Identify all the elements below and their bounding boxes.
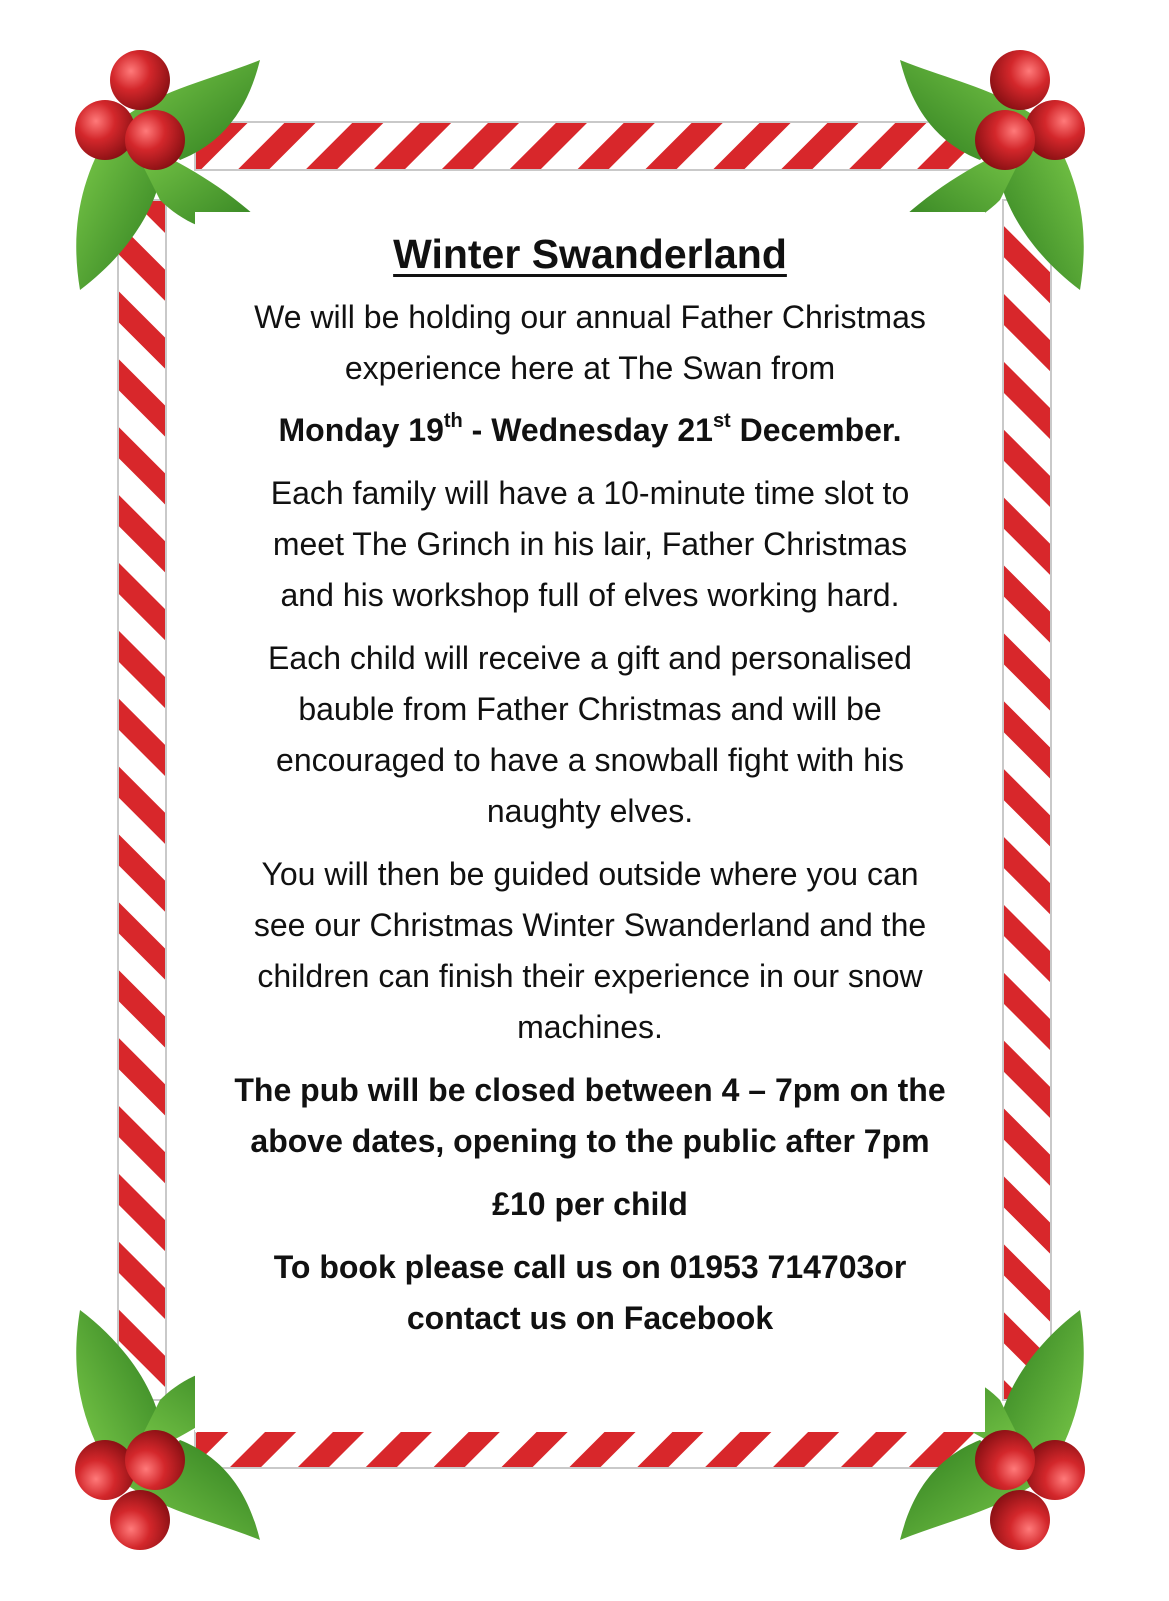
child-line: naughty elves. <box>486 793 694 829</box>
intro-paragraph <box>225 292 955 394</box>
family-paragraph <box>225 468 955 621</box>
end-day: - Wednesday 21 <box>462 412 713 448</box>
poster-title: Winter Swanderland <box>393 231 787 277</box>
closure-line: above dates, opening to the public after 7pm <box>250 1123 930 1159</box>
cane-left <box>118 200 166 1400</box>
end-suffix: st <box>712 410 731 432</box>
start-suffix: th <box>443 410 463 432</box>
price: £10 per child <box>492 1186 688 1222</box>
outside-line: children can finish their experience in our snow <box>257 958 923 994</box>
family-line: Each family will have a 10-minute time slot to <box>270 475 910 511</box>
closure-notice <box>225 1065 955 1167</box>
poster-content <box>195 212 985 1432</box>
family-line: meet The Grinch in his lair, Father Christmas <box>272 526 908 562</box>
child-line: encouraged to have a snowball fight with his <box>276 742 904 778</box>
intro-line: We will be holding our annual Father Christmas <box>254 299 926 335</box>
closure-line: The pub will be closed between 4 – 7pm on the <box>234 1072 946 1108</box>
cane-top <box>195 122 985 170</box>
event-dates <box>195 404 985 456</box>
intro-line: experience here at The Swan from <box>344 350 836 386</box>
child-paragraph <box>225 633 955 837</box>
outside-line: see our Christmas Winter Swanderland and the <box>253 907 927 943</box>
child-line: bauble from Father Christmas and will be <box>298 691 882 727</box>
outside-line: machines. <box>517 1009 663 1045</box>
start-day: Monday 19 <box>278 412 444 448</box>
booking-line: contact us on Facebook <box>406 1300 774 1336</box>
end-month: December. <box>730 412 902 448</box>
booking-line: To book please call us on 01953 714703or <box>273 1249 907 1285</box>
outside-paragraph <box>225 849 955 1053</box>
outside-line: You will then be guided outside where you can <box>261 856 919 892</box>
cane-right <box>1003 200 1051 1400</box>
family-line: and his workshop full of elves working hard. <box>280 577 900 613</box>
child-line: Each child will receive a gift and personalised <box>268 640 912 676</box>
booking-info <box>225 1242 955 1344</box>
